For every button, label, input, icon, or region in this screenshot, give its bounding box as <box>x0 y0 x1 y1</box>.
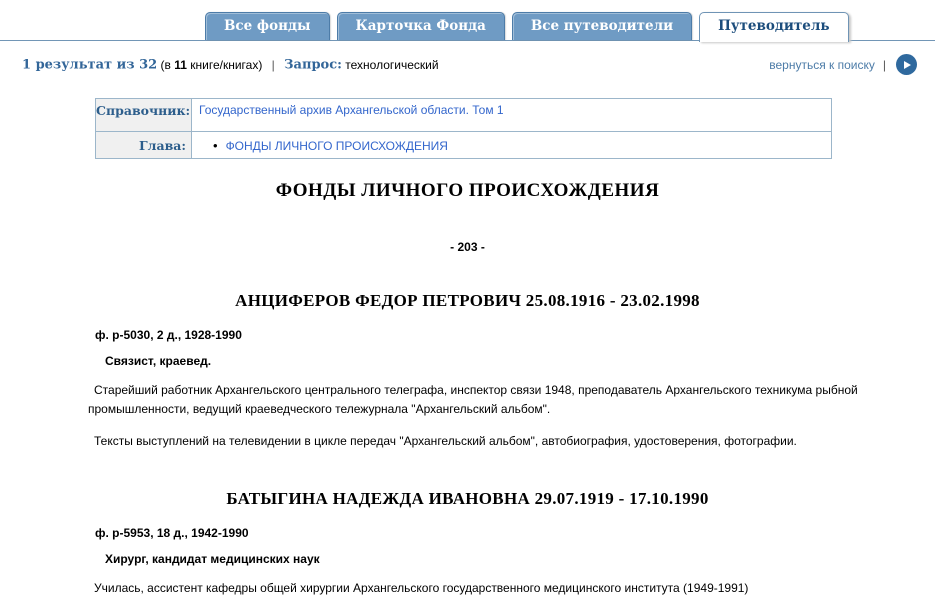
book-count: 11 <box>174 57 187 72</box>
results-paren-close: книге/книгах) <box>190 57 263 72</box>
entry-heading: АНЦИФЕРОВ ФЕДОР ПЕТРОВИЧ 25.08.1916 - 23.02.1998 <box>235 291 700 310</box>
results-paren-open: (в <box>160 57 171 72</box>
table-row <box>96 132 832 159</box>
fond-reference: ф. р-5953, 18 д., 1942-1990 <box>95 525 249 540</box>
page-number: - 203 - <box>450 240 485 254</box>
query-label: Запрос: <box>284 57 342 73</box>
entry-paragraph: Тексты выступлений на телевидении в цикле передач "Архангельский альбом", автобиография, удостоверения, фотографии. <box>94 434 797 449</box>
chapter-link[interactable]: ФОНДЫ ЛИЧНОГО ПРОИСХОЖДЕНИЯ <box>225 138 448 153</box>
entry-paragraph: Училась, ассистент кафедры общей хирургии Архангельского государственного медицинского института (1949-1991) <box>94 580 749 595</box>
back-to-search-link[interactable]: вернуться к поиску <box>769 57 875 72</box>
entry-subtitle: Хирург, кандидат медицинских наук <box>105 551 320 566</box>
chapter-label: Глава: <box>96 132 192 159</box>
tab-guide[interactable]: Путеводитель <box>699 12 848 42</box>
handbook-link[interactable]: Государственный архив Архангельской области. Том 1 <box>199 103 504 117</box>
go-button[interactable] <box>896 54 917 75</box>
fond-entry <box>0 489 935 598</box>
results-summary <box>22 57 439 72</box>
results-bar <box>0 41 935 77</box>
document-content <box>0 180 935 598</box>
back-separator: | <box>882 57 886 72</box>
entry-subtitle: Связист, краевед. <box>105 354 212 368</box>
tab-all-fonds[interactable]: Все фонды <box>205 12 330 40</box>
entry-paragraph: Старейший работник Архангельского центрального телеграфа, инспектор связи 1948, преподаватель Архангельского техникума рыбной промышленности, ведущий краеведческого тележурнала "Архангельский альбом". <box>88 383 858 417</box>
results-separator: | <box>271 57 275 72</box>
play-arrow-icon <box>904 61 911 69</box>
table-row <box>96 99 832 132</box>
tab-all-guides[interactable]: Все путеводители <box>512 12 692 40</box>
reference-table <box>95 98 832 159</box>
fond-reference: ф. р-5030, 2 д., 1928-1990 <box>95 328 242 342</box>
chapter-title: ФОНДЫ ЛИЧНОГО ПРОИСХОЖДЕНИЯ <box>275 180 660 201</box>
tab-bar <box>0 0 935 41</box>
entry-heading: БАТЫГИНА НАДЕЖДА ИВАНОВНА 29.07.1919 - 17.10.1990 <box>226 488 709 508</box>
handbook-label: Справочник: <box>96 99 192 132</box>
query-value: технологический <box>345 57 439 72</box>
results-count: 1 результат из 32 <box>22 57 158 73</box>
tab-fond-card[interactable]: Карточка Фонда <box>337 12 505 40</box>
fond-entry <box>0 291 935 452</box>
bullet-icon: • <box>213 137 218 153</box>
